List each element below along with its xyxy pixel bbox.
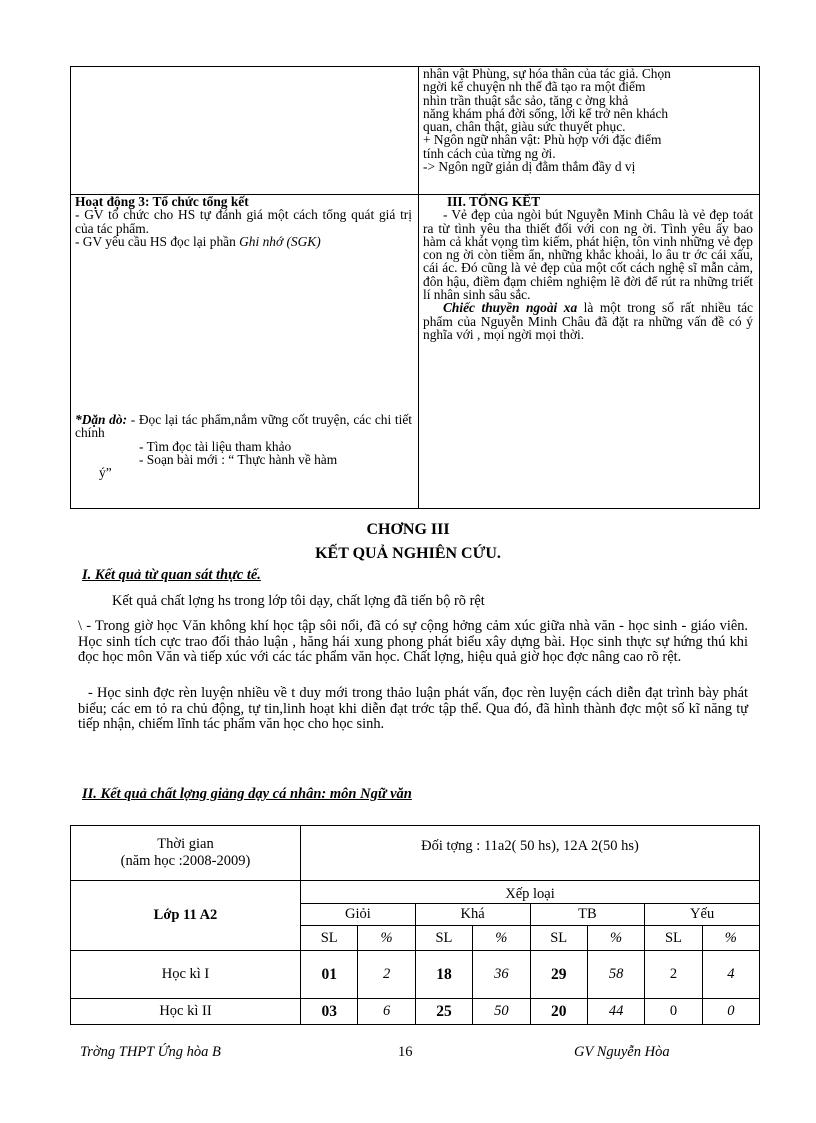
table-row <box>71 999 760 1025</box>
percent-cell: 44 <box>587 999 644 1025</box>
count-cell: 20 <box>530 999 587 1025</box>
percent-cell: 50 <box>473 999 530 1025</box>
term-label: Học kì II <box>71 999 301 1025</box>
activity-title: Hoạt động 3: Tổ chức tổng kết <box>75 194 249 209</box>
summary-paragraph: - Vẻ đẹp của ngòi bút Nguyễn Minh Châu là vẻ đẹp toát ra từ tình yêu tha thiết đối với con ng ời. Tình yêu ấy bao hàm cả khát vọng tìm kiếm, phát hiện, tôn vinh những vẻ đẹp con ng ời còn tiềm ẩn, những khắc khoải, lo âu tr ớc cái xấu, cái ác. Đó cũng là vẻ đẹp của một cốt cách nghệ sĩ mẫn cảm, đôn hậu, điềm đạm chiêm nghiệm lẽ đời để rút ra những triết lí nhân sinh sâu sắc. <box>423 207 753 303</box>
section1-paragraph: - Học sinh đợc rèn luyện nhiều về t duy mới trong thảo luận phát vấn, đọc rèn luyện cách diễn đạt trình bày phát biểu; các em tỏ ra chủ động, tự tin,linh hoạt khi diễn đạt trớc tập thể. Qua đó, đã hình thành đợc một số kĩ năng tự tiếp nhận, chiếm lĩnh tác phẩm văn học cho học sinh. <box>78 685 748 732</box>
target-cell: Đối tợng : 11a2( 50 hs), 12A 2(50 hs) <box>301 826 760 881</box>
homework-line: - Tìm đọc tài liệu tham khảo <box>139 438 292 454</box>
term-label: Học kì I <box>71 951 301 999</box>
count-cell: 25 <box>415 999 472 1025</box>
lesson-plan-table <box>70 66 760 509</box>
count-cell: 03 <box>301 999 358 1025</box>
homework-line: *Dặn dò: - Đọc lại tác phẩm,nắm vững cốt truyện, các chi tiết chính <box>75 412 412 441</box>
section2-heading: II. Kết quả chất lợng giảng dạy cá nhân: môn Ngữ văn <box>82 786 412 802</box>
row1-left-cell <box>71 67 419 195</box>
pct-header: % <box>358 926 415 951</box>
activity-line: - GV tổ chức cho HS tự đánh giá một cách tổng quát giá trị của tác phẩm. <box>75 207 412 236</box>
section1-intro: Kết quả chất lợng hs trong lớp tôi dạy, chất lợng đã tiến bộ rõ rệt <box>112 593 485 609</box>
sl-header: SL <box>301 926 358 951</box>
grade-header: Yếu <box>645 904 760 926</box>
homework-line: ý” <box>99 465 112 481</box>
section1-heading: I. Kết quả từ quan sát thực tế. <box>82 567 261 583</box>
text-line: tính cách của từng ng ời. <box>423 145 556 161</box>
homework-line: - Soạn bài mới : “ Thực hành về hàm <box>139 451 338 467</box>
year-label: (năm học :2008-2009) <box>120 853 251 869</box>
chapter-subtitle: KẾT QUẢ NGHIÊN CỨU. <box>315 545 501 562</box>
pct-header: % <box>587 926 644 951</box>
grade-header: TB <box>530 904 645 926</box>
count-cell: 2 <box>645 951 702 999</box>
chapter-title: CHƠNG III <box>366 521 450 538</box>
footer-teacher: GV Nguyễn Hòa <box>574 1044 670 1060</box>
ghi-nho-label: Ghi nhớ (SGK) <box>239 233 321 249</box>
page-number: 16 <box>398 1044 413 1060</box>
grade-header: Khá <box>415 904 530 926</box>
footer-school: Trờng THPT Ứng hòa B <box>80 1044 221 1060</box>
text-line: nhìn trần thuật sắc sảo, tăng c ờng khả <box>423 92 629 108</box>
percent-cell: 36 <box>473 951 530 999</box>
text-line: -> Ngôn ngữ giản dị đằm thắm đầy d vị <box>423 159 636 175</box>
pct-header: % <box>473 926 530 951</box>
text-line: năng khám phá đời sống, lời kể trở nên khách <box>423 105 669 121</box>
sl-header: SL <box>530 926 587 951</box>
class-label: Lớp 11 A2 <box>71 881 301 951</box>
text-line: + Ngôn ngữ nhân vật: Phù hợp với đặc điểm <box>423 132 662 148</box>
results-table <box>70 825 760 1025</box>
row1-right-cell <box>419 67 760 195</box>
grade-header: Giỏi <box>301 904 416 926</box>
count-cell: 29 <box>530 951 587 999</box>
text-line: quan, chân thật, giàu sức thuyết phục. <box>423 119 626 135</box>
summary-heading: III. TỔNG KẾT <box>447 194 541 209</box>
count-cell: 01 <box>301 951 358 999</box>
classification-label: Xếp loại <box>301 881 760 904</box>
row2-right-cell <box>419 195 760 509</box>
pct-header: % <box>702 926 759 951</box>
time-header-cell <box>71 826 301 881</box>
section1-paragraph: \ - Trong giờ học Văn không khí học tập sôi nổi, đã có sự cộng hởng cảm xúc giữa nhà văn - học sinh - giáo viên. Học sinh tích cực trao đổi thảo luận , hăng hái xung phong phát biểu xây dựng bài. Học sinh thực sự hứng thú khi đọc học môn Văn và tiếp xúc với các tác phẩm văn học. Chất lợng, hiệu quả giờ học đợc nâng cao rõ rệt. <box>78 618 748 665</box>
homework-label: *Dặn dò: <box>75 412 128 427</box>
count-cell: 0 <box>645 999 702 1025</box>
count-cell: 18 <box>415 951 472 999</box>
sl-header: SL <box>645 926 702 951</box>
percent-cell: 0 <box>702 999 759 1025</box>
percent-cell: 4 <box>702 951 759 999</box>
text-line: ngời kể chuyện nh thế đã tạo ra một điểm <box>423 79 646 95</box>
row2-left-cell <box>71 195 419 509</box>
text-line: nhân vật Phùng, sự hóa thân của tác giả. Chọn <box>423 66 671 81</box>
activity-line: - GV yêu cầu HS đọc lại phần Ghi nhớ (SGK) <box>75 233 321 249</box>
percent-cell: 2 <box>358 951 415 999</box>
sl-header: SL <box>415 926 472 951</box>
work-title: Chiếc thuyền ngoài xa <box>443 300 578 316</box>
summary-paragraph: Chiếc thuyền ngoài xa là một trong số rất nhiều tác phẩm của Nguyễn Minh Châu đã đặt ra những vấn đề có ý nghĩa với , mọi ngời mọi thời. <box>423 300 753 342</box>
percent-cell: 58 <box>587 951 644 999</box>
percent-cell: 6 <box>358 999 415 1025</box>
time-label: Thời gian <box>157 836 214 852</box>
homework-block <box>75 413 412 479</box>
table-row <box>71 951 760 999</box>
